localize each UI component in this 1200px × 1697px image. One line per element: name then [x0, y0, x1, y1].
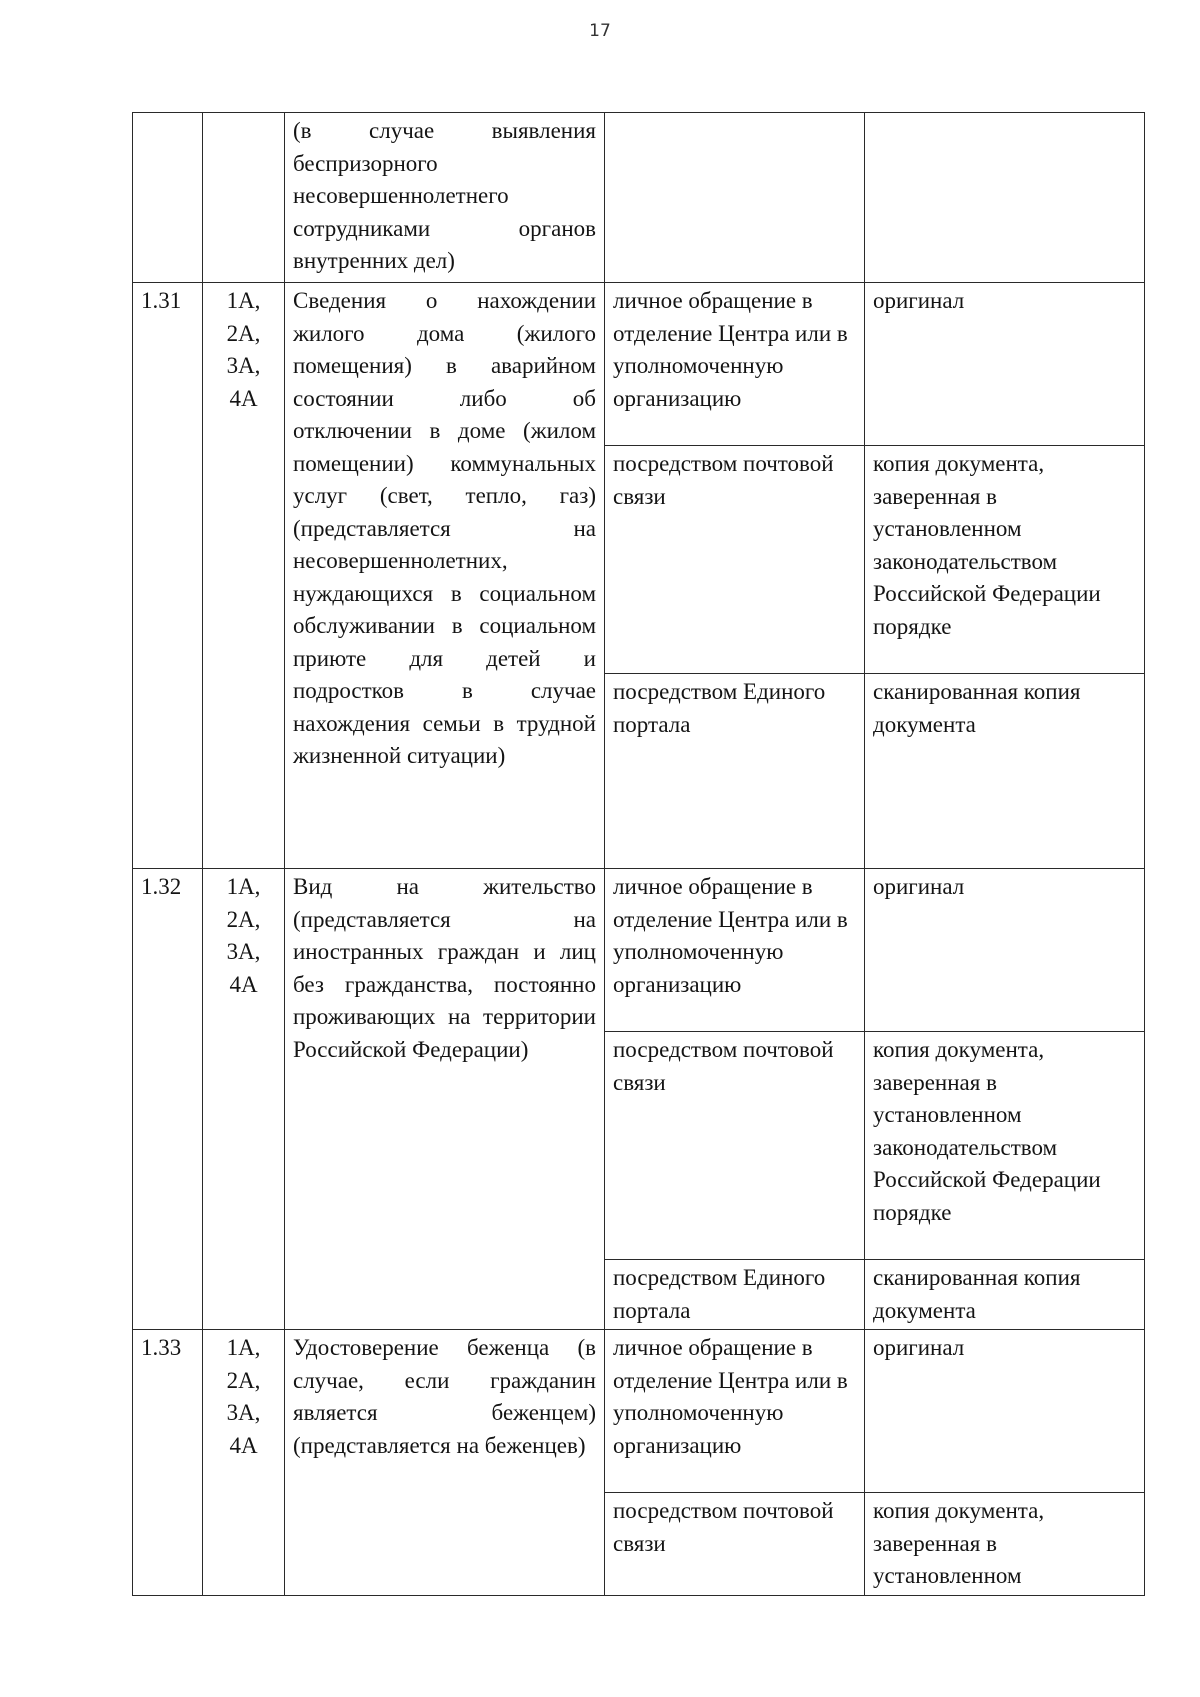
table-row [133, 1330, 1145, 1493]
document-form: сканированная копия документа [865, 1260, 1145, 1330]
submission-method: посредством почтовой связи [605, 446, 865, 674]
continuation-line: несовершеннолетнего [293, 183, 509, 208]
row-categories [203, 1330, 285, 1596]
continuation-line: внутренних дел) [293, 248, 455, 273]
category-item: 4А [229, 1432, 258, 1458]
submission-method: посредством Единого портала [605, 1260, 865, 1330]
continuation-name-cell [285, 113, 605, 283]
submission-method: посредством почтовой связи [605, 1493, 865, 1596]
document-form: оригинал [865, 283, 1145, 446]
category-item: 1А, [226, 288, 261, 313]
submission-method: посредством почтовой связи [605, 1032, 865, 1260]
document-name: Удостоверение беженца (в случае, если гражданин является беженцем) (представляется на беженцев) [285, 1330, 605, 1596]
continuation-row [133, 113, 1145, 283]
category-item: 2А, [226, 1367, 261, 1393]
continuation-method-cell [605, 113, 865, 283]
row-number: 1.33 [133, 1330, 203, 1596]
category-item: 2А, [226, 320, 261, 346]
continuation-num-cell [133, 113, 203, 283]
continuation-line: (в случае выявления [293, 118, 596, 143]
documents-table [132, 112, 1145, 1596]
submission-method: посредством Единого портала [605, 674, 865, 869]
document-form: копия документа, заверенная в установленном законодательством Российской Федерации порядке [865, 446, 1145, 674]
document-form: копия документа, заверенная в установленном [865, 1493, 1145, 1596]
category-item: 3А, [226, 353, 261, 378]
category-item: 2А, [226, 906, 261, 932]
document-name: Сведения о нахождении жилого дома (жилого помещения) в аварийном состоянии либо об отключении в доме (жилом помещении) коммунальных услуг (свет, тепло, газ) (представляется на несовершеннолетних, нуждающихся в социальном обслуживании в социальном приюте для детей и подростков в случае нахождения семьи в трудной жизненной ситуации) [285, 283, 605, 869]
document-form: сканированная копия документа [865, 674, 1145, 869]
document-name: Вид на жительство (представляется на иностранных граждан и лиц без гражданства, постоянно проживающих на территории Российской Федерации) [285, 869, 605, 1330]
category-item: 3А, [226, 1400, 261, 1425]
row-categories [203, 869, 285, 1330]
row-number: 1.32 [133, 869, 203, 1330]
document-form: оригинал [865, 1330, 1145, 1493]
category-item: 1А, [226, 874, 261, 899]
table-row [133, 283, 1145, 446]
continuation-form-cell [865, 113, 1145, 283]
submission-method: личное обращение в отделение Центра или в уполномоченную организацию [605, 869, 865, 1032]
submission-method: личное обращение в отделение Центра или в уполномоченную организацию [605, 1330, 865, 1493]
category-item: 4А [229, 971, 258, 997]
submission-method: личное обращение в отделение Центра или в уполномоченную организацию [605, 283, 865, 446]
category-item: 1А, [226, 1335, 261, 1360]
document-form: оригинал [865, 869, 1145, 1032]
table-row [133, 869, 1145, 1032]
continuation-cat-cell [203, 113, 285, 283]
row-number: 1.31 [133, 283, 203, 869]
row-categories [203, 283, 285, 869]
continuation-line: сотрудниками органов [293, 215, 596, 241]
category-item: 3А, [226, 939, 261, 964]
page-number: 17 [589, 21, 611, 41]
category-item: 4А [229, 385, 258, 411]
document-form: копия документа, заверенная в установленном законодательством Российской Федерации порядке [865, 1032, 1145, 1260]
continuation-line: беспризорного [293, 150, 438, 176]
